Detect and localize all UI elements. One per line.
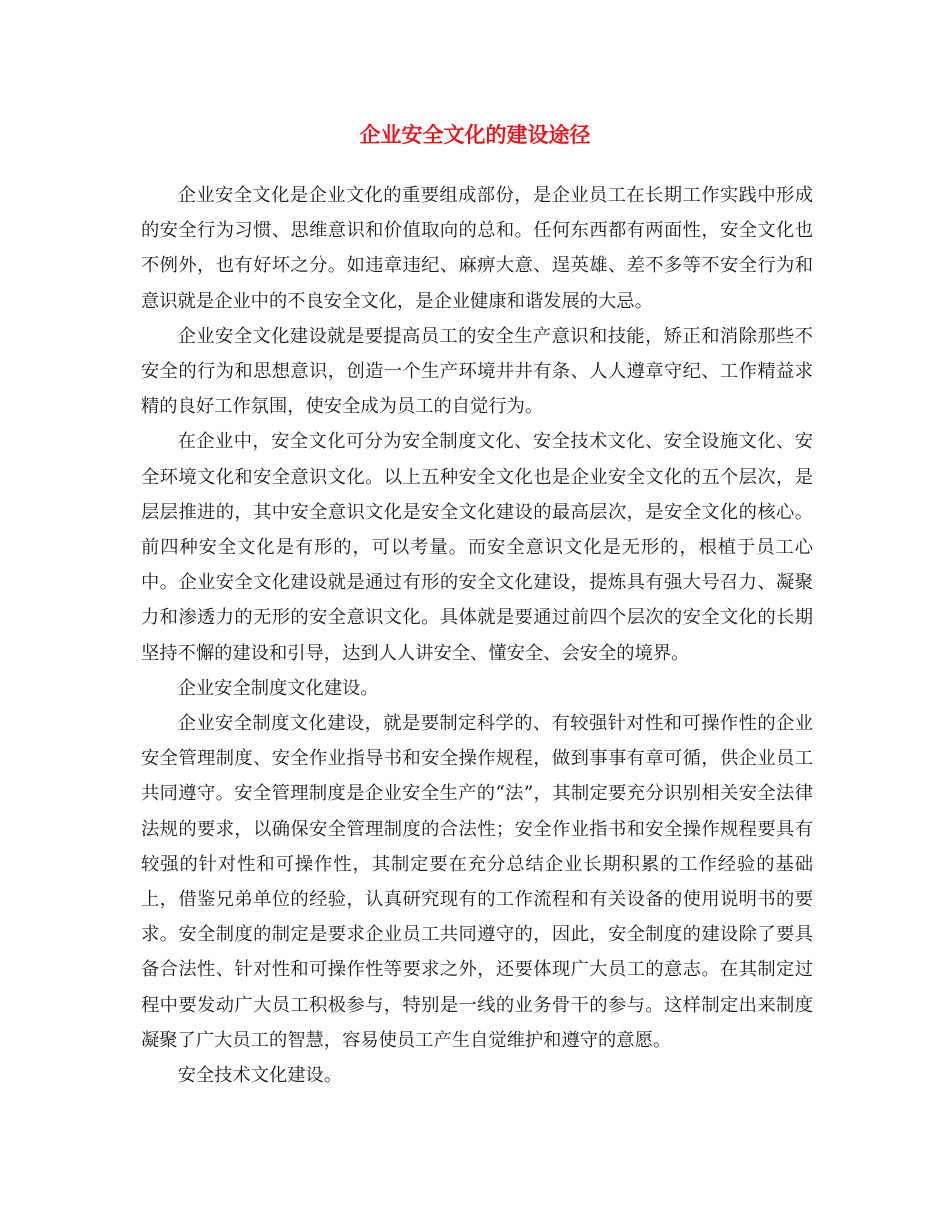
- document-title: 企业安全文化的建设途径: [359, 122, 591, 147]
- paragraph: 企业安全制度文化建设，就是要制定科学的、有较强针对性和可操作性的企业安全管理制度、安全作业指导书和安全操作规程，做到事事有章可循，供企业员工共同遵守。安全管理制度是企业安全生产的“法”，其制定要充分识别相关安全法律法规的要求，以确保安全管理制度的合法性；安全作业指书和安全操作规程要具有较强的针对性和可操作性，其制定要在充分总结企业长期积累的工作经验的基础上，借鉴兄弟单位的经验，认真研究现有的工作流程和有关设备的使用说明书的要求。安全制度的制定是要求企业员工共同遵守的，因此，安全制度的建设除了要具备合法性、针对性和可操作性等要求之外，还要体现广大员工的意志。在其制定过程中要发动广大员工积极参与，特别是一线的业务骨干的参与。这样制定出来制度凝聚了广大员工的智慧，容易使员工产生自觉维护和遵守的意愿。: [141, 713, 813, 1051]
- document-body: [141, 178, 813, 1093]
- section-heading: 安全技术文化建设。: [177, 1065, 343, 1087]
- section-heading: 企业安全制度文化建设。: [177, 677, 379, 699]
- paragraph: 在企业中，安全文化可分为安全制度文化、安全技术文化、安全设施文化、安全环境文化和安全意识文化。以上五种安全文化也是企业安全文化的五个层次，是层层推进的，其中安全意识文化是安全文化建设的最高层次，是安全文化的核心。前四种安全文化是有形的，可以考量。而安全意识文化是无形的，根植于员工心中。企业安全文化建设就是通过有形的安全文化建设，提炼具有强大号召力、凝聚力和渗透力的无形的安全意识文化。具体就是要通过前四个层次的安全文化的长期坚持不懈的建设和引导，达到人人讲安全、懂安全、会安全的境界。: [141, 431, 813, 664]
- paragraph: 企业安全文化是企业文化的重要组成部份，是企业员工在长期工作实践中形成的安全行为习惯、思维意识和价值取向的总和。任何东西都有两面性，安全文化也不例外，也有好坏之分。如违章违纪、麻痹大意、逞英雄、差不多等不安全行为和意识就是企业中的不良安全文化，是企业健康和谐发展的大忌。: [141, 185, 813, 312]
- paragraph: 企业安全文化建设就是要提高员工的安全生产意识和技能，矫正和消除那些不安全的行为和思想意识，创造一个生产环境井井有条、人人遵章守纪、工作精益求精的良好工作氛围，使安全成为员工的自觉行为。: [141, 325, 813, 418]
